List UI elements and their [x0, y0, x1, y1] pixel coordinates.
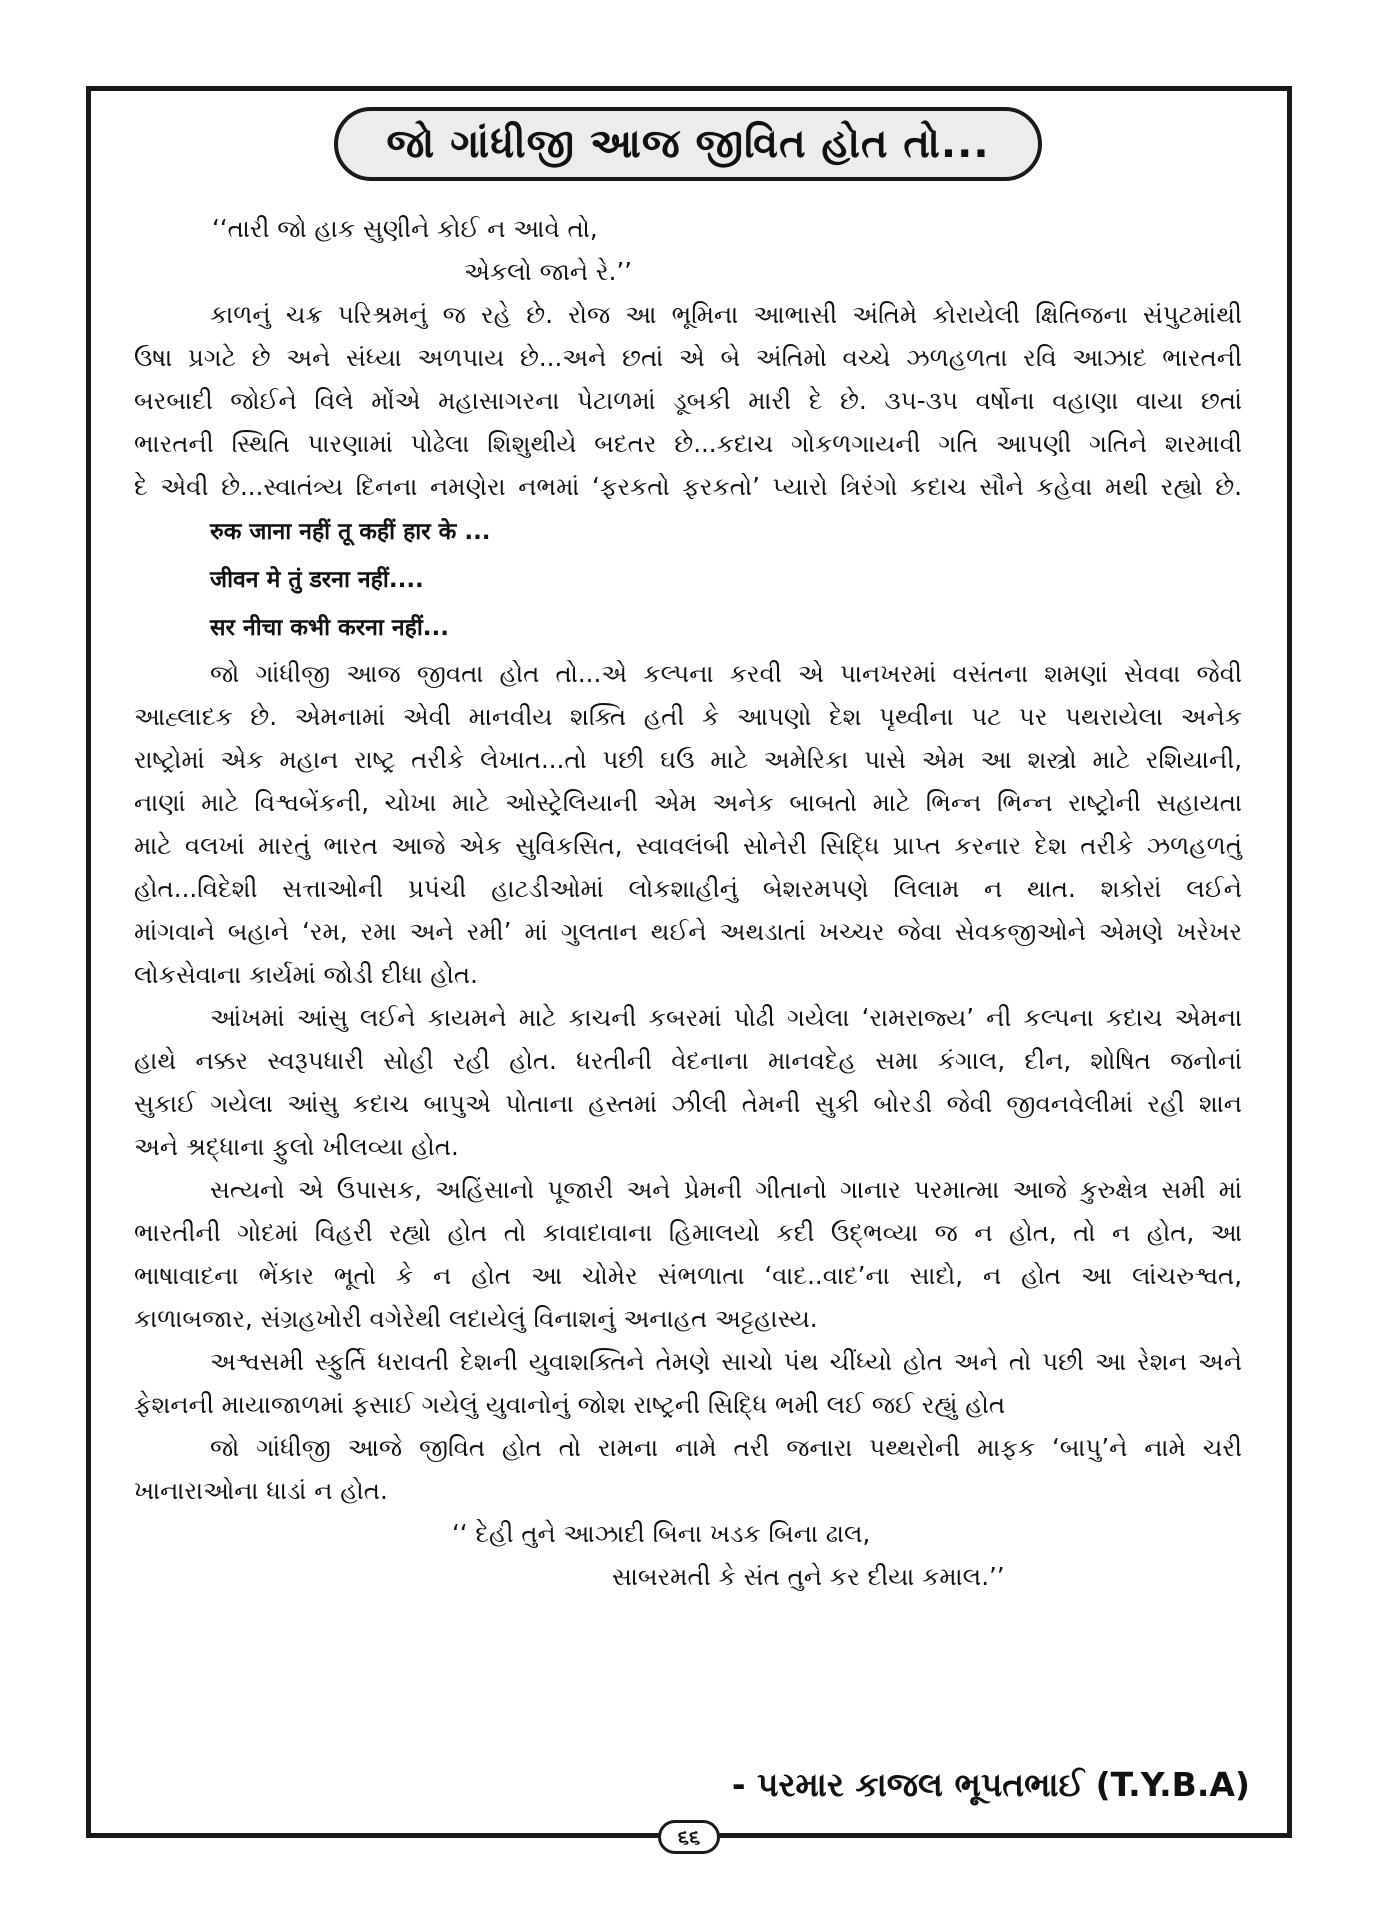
- paragraph-3: [134, 996, 1242, 1168]
- paragraph-line: ફેશનની માયાજાળમાં ફસાઈ ગયેલું યુવાનોનું જોશ રાષ્ટ્રની સિદ્ધિ ભમી લઈ જઈ રહ્યું હોત: [134, 1390, 1006, 1419]
- paragraph-line: ખાનારાઓના ધાડાં ન હોત.: [134, 1476, 388, 1505]
- author-signature: - પરમાર કાજલ ભૂપતભાઈ (T.Y.B.A): [731, 1765, 1250, 1804]
- page-number: [658, 1820, 720, 1854]
- paragraph-line: હાથે નક્કર સ્વરૂપધારી સોહી રહી હોત. ધરતીની વેદનાના માનવદેહ સમા કંગાલ, દીન, શોષિત જનોનાં: [134, 1046, 1242, 1075]
- page-title: [334, 107, 1042, 181]
- paragraph-line: ભારતીની ગોદમાં વિહરી રહ્યો હોત તો કાવાદાવાના હિમાલયો કદી ઉદ્ભવ્યા જ ન હોત, તો ન હોત, આ: [134, 1218, 1242, 1247]
- paragraph-line: આંખમાં આંસુ લઈને કાયમને માટે કાચની કબરમાં પોઢી ગયેલા ‘રામરાજ્ય’ ની કલ્પના કદાચ એમના: [210, 1003, 1242, 1032]
- paragraph-line: ભારતની સ્થિતિ પારણામાં પોઢેલા શિશુથીયે બદતર છે...કદાચ ગોકળગાયની ગતિ આપણી ગતિને શરમાવી: [134, 429, 1242, 458]
- paragraph-line: સુકાઈ ગયેલા આંસુ કદાચ બાપુએ પોતાના હસ્તમાં ઝીલી તેમની સુકી બોરડી જેવી જીવનવેલીમાં રહી શાન: [134, 1089, 1242, 1118]
- paragraph-6: [134, 1426, 1242, 1512]
- hindi-song-lines: [134, 508, 1242, 652]
- paragraph-line: આહ્લાદક છે. એમનામાં એવી માનવીય શક્તિ હતી કે આપણો દેશ પૃથ્વીના પટ પર પથરાયેલા અનેક: [134, 702, 1242, 731]
- paragraph-line: લોકસેવાના કાર્યમાં જોડી દીધા હોત.: [134, 960, 478, 989]
- opening-quote-line-1: ‘‘તારી જો હાક સુણીને કોઈ ન આવે તો,: [212, 214, 598, 243]
- hindi-line: रुक जाना नहीं तू कहीं हार के ...: [210, 519, 491, 545]
- paragraph-line: નાણાં માટે વિશ્વબેંકની, ચોખા માટે ઓસ્ટ્રેલિયાની એમ અનેક બાબતો માટે ભિન્ન ભિન્ન રાષ્ટ્રોની સહાયતા: [134, 788, 1242, 817]
- article-body: [134, 207, 1242, 1598]
- paragraph-5: [134, 1340, 1242, 1426]
- paragraph-line: સત્યનો એ ઉપાસક, અહિંસાનો પૂજારી અને પ્રેમની ગીતાનો ગાનાર પરમાત્મા આજે કુરુક્ષેત્ર સમી માં: [210, 1175, 1242, 1204]
- closing-quote-line-1: ‘‘ દેહી તુને આઝાદી બિના ખડક બિના ઢાલ,: [452, 1519, 871, 1548]
- hindi-line: सर नीचा कभी करना नहीं...: [210, 615, 449, 641]
- paragraph-line: કાળાબજાર, સંગ્રહખોરી વગેરેથી લદાયેલું વિનાશનું અનાહત અટ્ટહાસ્ય.: [134, 1304, 818, 1333]
- paragraph-line: માંગવાને બહાને ‘રમ, રમા અને રમી’ માં ગુલતાન થઈને અથડાતાં ખચ્ચર જેવા સેવકજીઓને એમણે ખરેખર: [134, 917, 1242, 946]
- paragraph-line: ભાષાવાદના ભેંકાર ભૂતો કે ન હોત આ ચોમેર સંભળાતા ‘વાદ..વાદ’ના સાદો, ન હોત આ લાંચરુશ્વત,: [134, 1261, 1242, 1290]
- paragraph-2: [134, 652, 1242, 996]
- paragraph-line: દે એવી છે...સ્વાતંત્ર્ય દિનના નમણેરા નભમાં ‘ફરકતો ફરકતો’ પ્યારો ત્રિરંગો કદાચ સૌને કહેવા મથી રહ્યો છે.: [134, 472, 1242, 501]
- paragraph-line: જો ગાંધીજી આજ જીવતા હોત તો...એ કલ્પના કરવી એ પાનખરમાં વસંતના શમણાં સેવવા જેવી: [210, 659, 1242, 688]
- paragraph-line: બરબાદી જોઈને વિલે મોંએ મહાસાગરના પેટાળમાં ડૂબકી મારી દે છે. ૩૫-૩૫ વર્ષોના વહાણા વાયા છતાં: [134, 386, 1242, 415]
- paragraph-1: [134, 293, 1242, 508]
- page-number-text: ૬૬: [677, 1825, 701, 1849]
- opening-quote-line-2: એકલો જાને રે.’’: [464, 257, 632, 286]
- paragraph-line: હોત...વિદેશી સત્તાઓની પ્રપંચી હાટડીઓમાં લોકશાહીનું બેશરમપણે લિલામ ન થાત. શકોરાં લઈને: [134, 874, 1242, 903]
- paragraph-line: અને શ્રદ્ધાના ફુલો ખીલવ્યા હોત.: [134, 1132, 459, 1161]
- paragraph-line: માટે વલખાં મારતું ભારત આજે એક સુવિકસિત, સ્વાવલંબી સોનેરી સિદ્ધિ પ્રાપ્ત કરનાર દેશ તરીકે ઝળહળતું: [134, 831, 1242, 860]
- paragraph-line: અશ્વસમી સ્ફુર્તિ ધરાવતી દેશની યુવાશક્તિને તેમણે સાચો પંથ ચીંધ્યો હોત અને તો પછી આ રેશન અને: [210, 1347, 1242, 1376]
- closing-quote-line-2: સાબરમતી કે સંત તુને કર દીયા કમાલ.’’: [612, 1562, 1005, 1591]
- paragraph-line: ઉષા પ્રગટે છે અને સંધ્યા અળપાય છે...અને છતાં એ બે અંતિમો વચ્ચે ઝળહળતા રવિ આઝાદ ભારતની: [134, 343, 1242, 372]
- paragraph-line: જો ગાંધીજી આજે જીવિત હોત તો રામના નામે તરી જનારા પથ્થરોની માફક ‘બાપુ’ને નામે ચરી: [210, 1433, 1242, 1462]
- page-title-text: જો ગાંધીજી આજ જીવિત હોત તો...: [386, 121, 990, 167]
- hindi-line: जीवन मे तुं डरना नहीं....: [210, 567, 424, 593]
- paragraph-line: રાષ્ટ્રોમાં એક મહાન રાષ્ટ્ર તરીકે લેખાત...તો પછી ઘઉ માટે અમેરિકા પાસે એમ આ શસ્ત્રો માટે રશિયાની,: [134, 745, 1242, 774]
- closing-quote: [134, 1512, 1242, 1598]
- paragraph-line: કાળનું ચક્ર પરિશ્રમનું જ રહે છે. રોજ આ ભૂમિના આભાસી અંતિમે કોરાયેલી ક્ષિતિજના સંપુટમાંથી: [210, 300, 1242, 329]
- paragraph-4: [134, 1168, 1242, 1340]
